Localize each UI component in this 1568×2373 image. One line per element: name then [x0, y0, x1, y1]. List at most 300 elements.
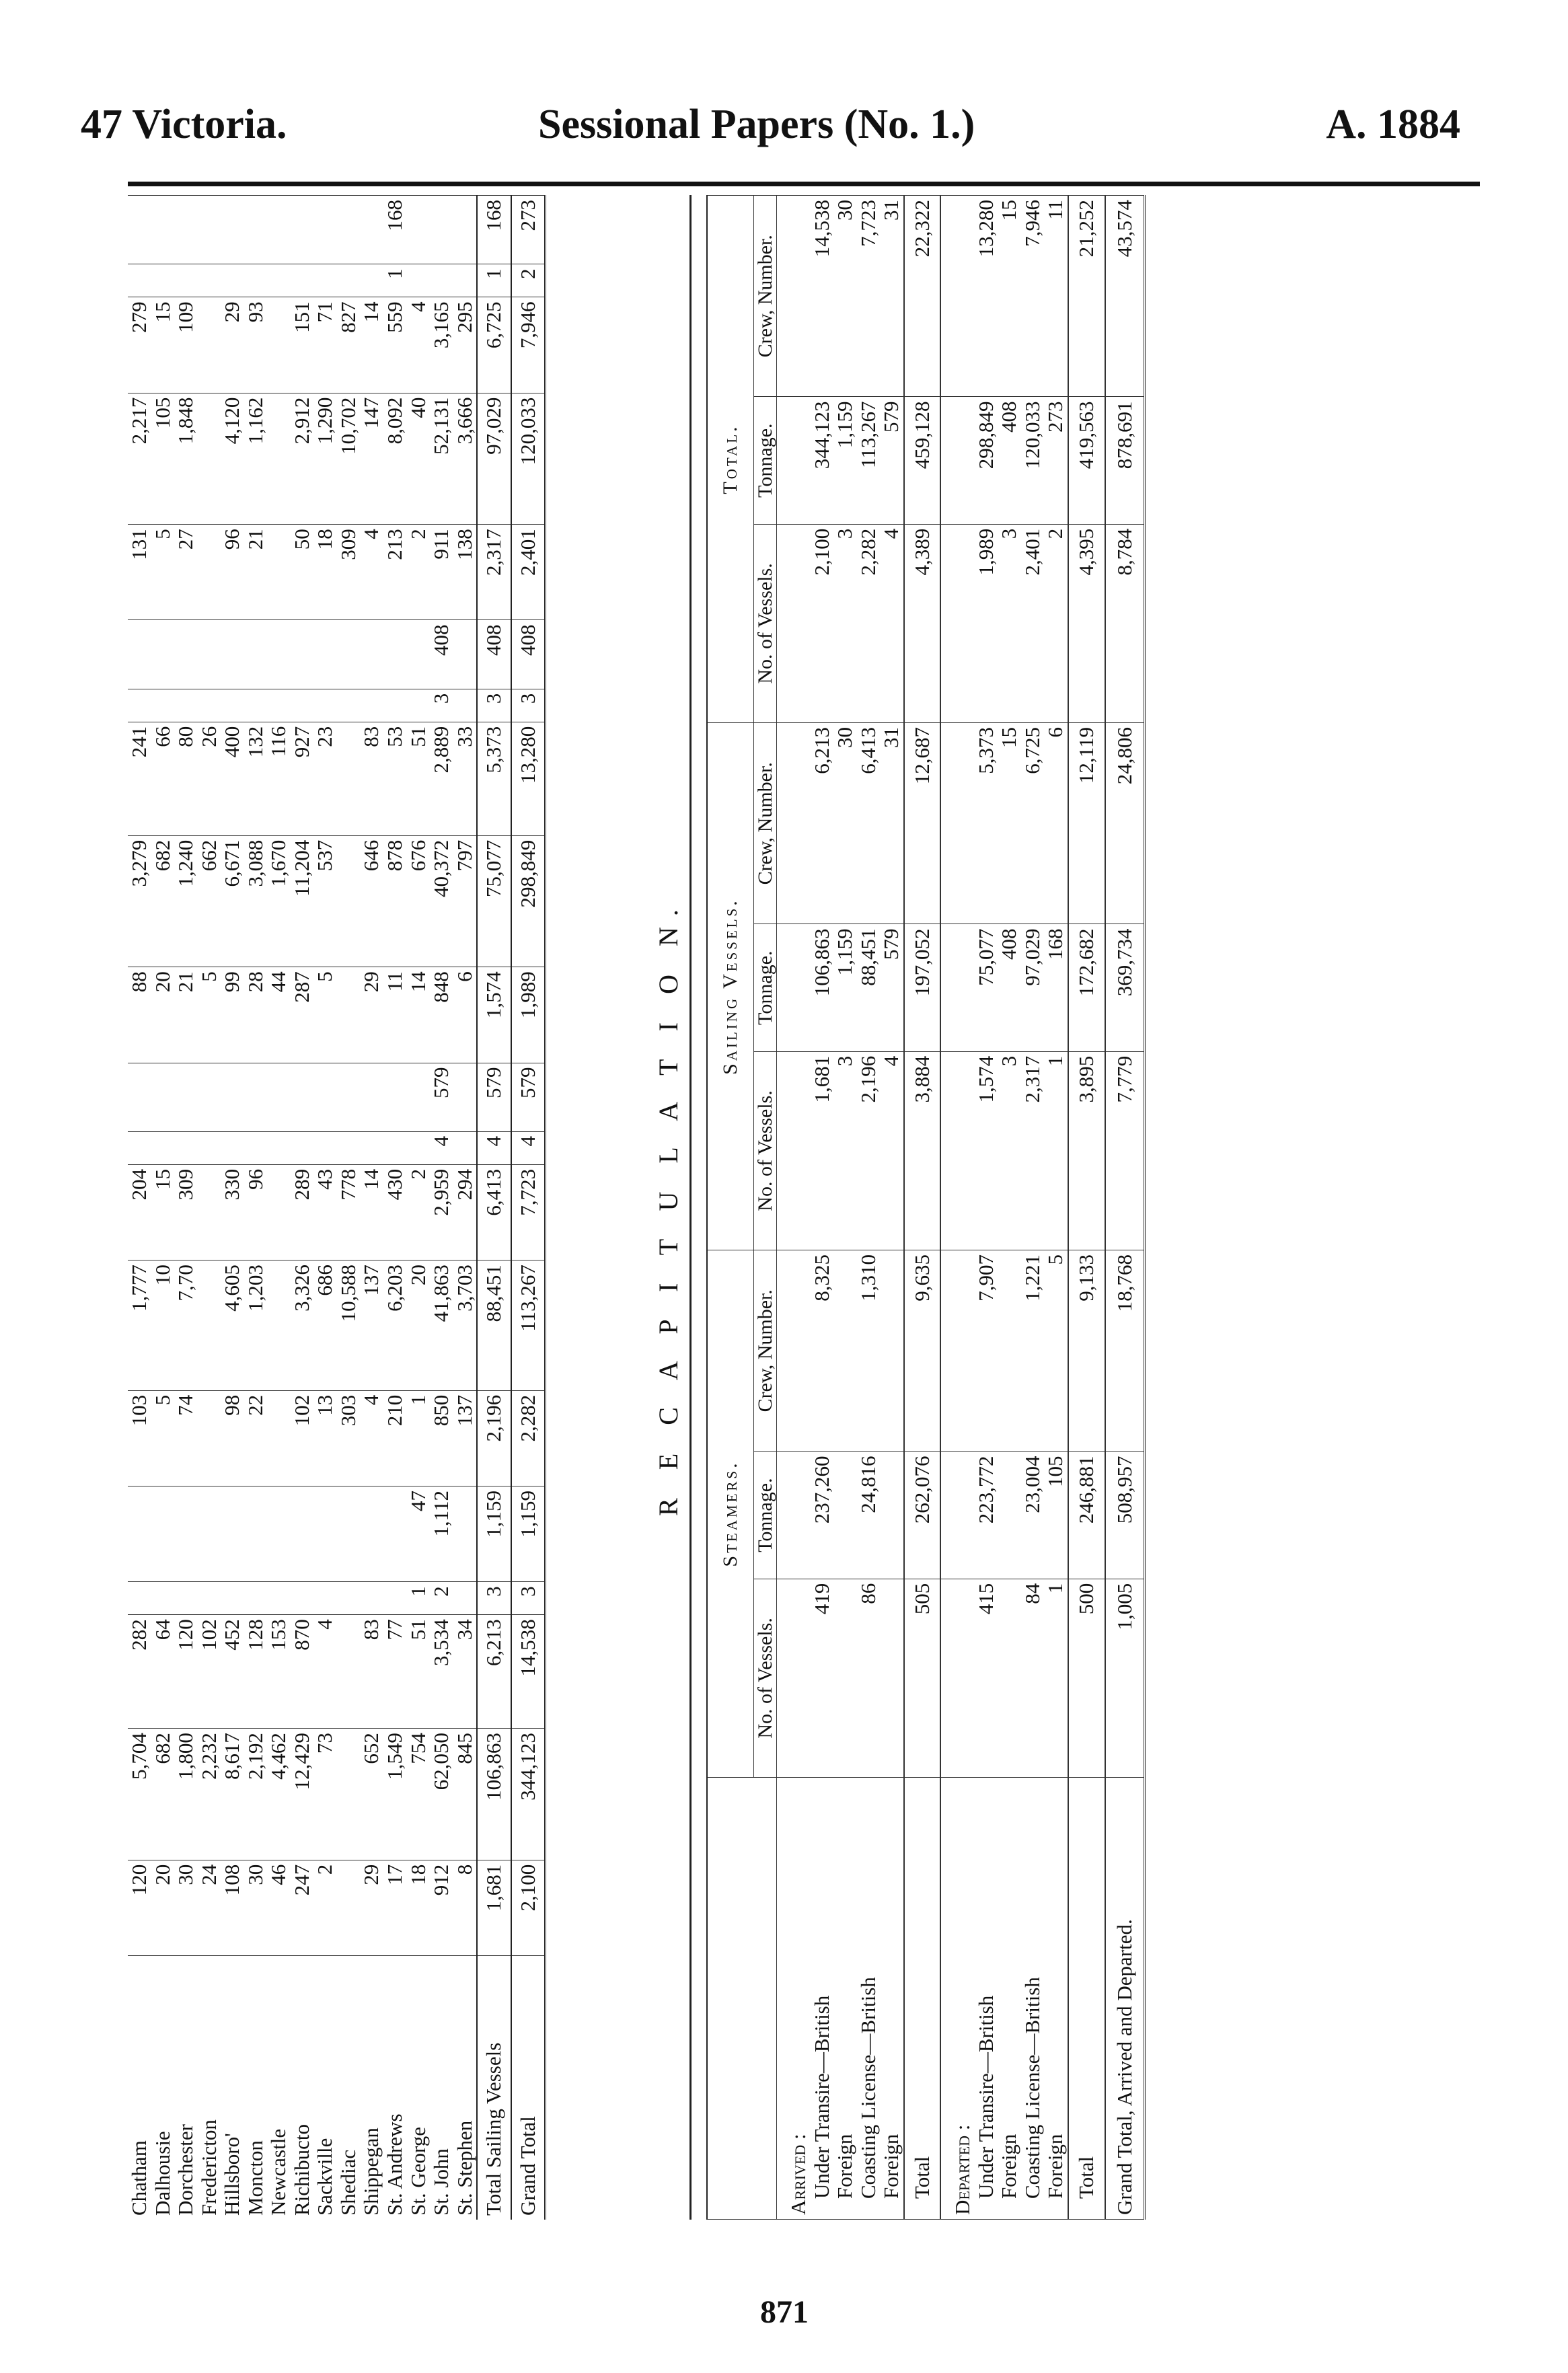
port-name: Dalhousie [151, 1956, 175, 2220]
table-cell: 4 [511, 1131, 546, 1164]
table-cell [174, 689, 198, 722]
table-cell [430, 196, 453, 264]
port-name: St. Andrews [383, 1956, 407, 2220]
table-row [337, 196, 361, 2220]
table-cell: 88 [128, 967, 151, 1063]
table-cell [337, 835, 361, 967]
table-cell: 102 [198, 1615, 221, 1729]
table-cell: 3 [477, 689, 511, 722]
table-cell: 40,372 [430, 835, 453, 967]
port-name: Sackville [313, 1956, 337, 2220]
table-cell [151, 620, 175, 689]
col-crew: Crew, Number. [753, 196, 777, 398]
table-cell: 6,725 [1021, 723, 1045, 924]
table-cell: 31 [880, 196, 904, 398]
table-cell: 15 [151, 297, 175, 393]
empty-cell [777, 397, 811, 524]
section-label: Arrived : [777, 1778, 811, 2220]
table-cell: 29 [360, 967, 383, 1063]
table-cell: 108 [221, 1860, 244, 1955]
table-cell [337, 1729, 361, 1860]
table-cell [337, 196, 361, 264]
table-cell [291, 196, 314, 264]
table-row [221, 196, 244, 2220]
table-cell: 6,203 [383, 1260, 407, 1391]
group-total: Total. [707, 196, 753, 723]
table-cell: 44 [267, 967, 291, 1063]
table-cell: 3,666 [453, 393, 478, 525]
table-cell [198, 525, 221, 620]
table-row [407, 196, 431, 2220]
table-row [313, 196, 337, 2220]
table-cell: 344,123 [511, 1729, 546, 1860]
table-cell: 73 [313, 1729, 337, 1860]
table-cell: 18,768 [1105, 1250, 1145, 1452]
table-cell: 120 [174, 1615, 198, 1729]
table-cell: 99 [221, 967, 244, 1063]
table-cell: 2 [407, 1164, 431, 1260]
table-cell: 676 [407, 835, 431, 967]
table-cell [833, 1579, 857, 1777]
table-cell [291, 264, 314, 297]
table-cell [221, 264, 244, 297]
table-cell: 3,088 [244, 835, 268, 967]
table-cell [174, 1063, 198, 1131]
table-cell [267, 1131, 291, 1164]
empty-cell [940, 924, 975, 1051]
header-right: A. 1884 [1326, 102, 1460, 147]
table-cell: 4 [360, 525, 383, 620]
table-cell: 408 [477, 620, 511, 689]
table-cell: 686 [313, 1260, 337, 1391]
port-name: Total Sailing Vessels [477, 1956, 511, 2220]
empty-cell [777, 196, 811, 398]
table-cell: 2 [313, 1860, 337, 1955]
empty-cell [940, 397, 975, 524]
table-cell: 53 [383, 722, 407, 835]
row-label: Foreign [880, 1778, 904, 2220]
table-cell: 6,413 [477, 1164, 511, 1260]
table-cell: 147 [360, 393, 383, 525]
table-cell: 400 [221, 722, 244, 835]
table-cell: 33 [453, 722, 478, 835]
table-cell: 1 [1044, 1579, 1068, 1777]
table-row [857, 196, 881, 2220]
table-cell: 344,123 [811, 397, 834, 524]
table-cell [453, 1486, 478, 1581]
table-cell [128, 620, 151, 689]
table-cell: 8,325 [811, 1250, 834, 1452]
table-cell [291, 1063, 314, 1131]
table-cell: 5 [1044, 1250, 1068, 1452]
table-cell: 88,451 [857, 924, 881, 1051]
table-cell: 4,120 [221, 393, 244, 525]
table-cell [198, 297, 221, 393]
table-cell: 5 [198, 967, 221, 1063]
table-cell [267, 525, 291, 620]
table-cell: 113,267 [511, 1260, 546, 1391]
table-cell: 15 [151, 1164, 175, 1260]
table-cell: 168 [477, 196, 511, 264]
table-row [244, 196, 268, 2220]
table-cell: 137 [453, 1390, 478, 1486]
table-cell [291, 1582, 314, 1615]
table-cell [221, 689, 244, 722]
table-cell: 103 [128, 1390, 151, 1486]
table-cell: 6 [1044, 723, 1068, 924]
table-cell: 237,260 [811, 1452, 834, 1579]
table-cell [198, 1390, 221, 1486]
table-cell [198, 620, 221, 689]
table-cell: 1,290 [313, 393, 337, 525]
table-cell [174, 1131, 198, 1164]
table-cell: 29 [360, 1860, 383, 1955]
table-cell [291, 689, 314, 722]
table-cell: 911 [430, 525, 453, 620]
port-name: St. John [430, 1956, 453, 2220]
table-cell [337, 722, 361, 835]
table-cell [244, 1131, 268, 1164]
table-cell: 5,373 [477, 722, 511, 835]
table-cell: 13,280 [975, 196, 998, 398]
table-cell [291, 1486, 314, 1581]
table-cell: 3,895 [1068, 1051, 1105, 1250]
table-cell: 41,863 [430, 1260, 453, 1391]
table-cell [337, 1582, 361, 1615]
table-cell: 4 [477, 1131, 511, 1164]
table-cell: 4 [430, 1131, 453, 1164]
table-cell: 7,946 [1021, 196, 1045, 398]
table-cell: 273 [511, 196, 546, 264]
table-cell: 14 [360, 1164, 383, 1260]
table-cell [998, 1579, 1021, 1777]
table-cell: 7,723 [511, 1164, 546, 1260]
table-cell: 4,395 [1068, 524, 1105, 722]
table-cell [337, 264, 361, 297]
table-cell [337, 1486, 361, 1581]
table-cell [313, 689, 337, 722]
table-cell: 10,702 [337, 393, 361, 525]
table-cell: 1,989 [511, 967, 546, 1063]
table-cell [407, 1131, 431, 1164]
table-cell: 8,617 [221, 1729, 244, 1860]
table-cell: 168 [383, 196, 407, 264]
table-cell [407, 689, 431, 722]
table-cell: 102 [291, 1390, 314, 1486]
table-cell: 5 [151, 1390, 175, 1486]
table-cell [244, 1063, 268, 1131]
table-cell [880, 1250, 904, 1452]
empty-cell [940, 196, 975, 398]
table-cell: 1,681 [811, 1051, 834, 1250]
table-row [1021, 196, 1045, 2220]
table-cell [407, 196, 431, 264]
table-cell: 2,401 [1021, 524, 1045, 722]
row-label: Coasting License—British [1021, 1778, 1045, 2220]
table-cell: 96 [244, 1164, 268, 1260]
table-cell [833, 1250, 857, 1452]
table-cell: 369,734 [1105, 924, 1145, 1051]
table-cell [221, 620, 244, 689]
col-vessels: No. of Vessels. [753, 1051, 777, 1250]
table-cell: 128 [244, 1615, 268, 1729]
table-cell [383, 1131, 407, 1164]
table-cell [244, 689, 268, 722]
table-cell: 83 [360, 722, 383, 835]
table-cell: 1,159 [833, 924, 857, 1051]
table-cell: 827 [337, 297, 361, 393]
table-cell: 1,159 [833, 397, 857, 524]
col-tonnage: Tonnage. [753, 1452, 777, 1579]
table-cell: 1,800 [174, 1729, 198, 1860]
table-cell: 197,052 [904, 924, 941, 1051]
recapitulation-body [777, 196, 1145, 2220]
table-cell: 4 [880, 1051, 904, 1250]
table-cell: 14,538 [811, 196, 834, 398]
table-cell: 430 [383, 1164, 407, 1260]
table-cell: 4 [360, 1390, 383, 1486]
table-cell [267, 620, 291, 689]
table-row [360, 196, 383, 2220]
table-row [174, 196, 198, 2220]
table-cell: 2,401 [511, 525, 546, 620]
row-label: Foreign [998, 1778, 1021, 2220]
table-cell: 153 [267, 1615, 291, 1729]
table-cell: 1 [407, 1390, 431, 1486]
table-cell: 2 [407, 525, 431, 620]
table-cell [291, 1131, 314, 1164]
table-cell [198, 393, 221, 525]
table-cell [880, 1579, 904, 1777]
arrived-section [777, 196, 811, 2220]
table-cell: 309 [337, 525, 361, 620]
table-cell: 1 [383, 264, 407, 297]
table-cell [267, 297, 291, 393]
table-cell: 7,70 [174, 1260, 198, 1391]
table-cell: 88,451 [477, 1260, 511, 1391]
port-name: Hillsboro' [221, 1956, 244, 2220]
table-cell: 579 [511, 1063, 546, 1131]
table-cell: 848 [430, 967, 453, 1063]
table-cell [453, 689, 478, 722]
port-name: St. George [407, 1956, 431, 2220]
table-cell [880, 1452, 904, 1579]
table-cell: 1,681 [477, 1860, 511, 1955]
table-cell [313, 264, 337, 297]
table-cell: 3 [477, 1582, 511, 1615]
section-label: Departed : [940, 1778, 975, 2220]
table-cell: 298,849 [511, 835, 546, 967]
table-cell: 5 [313, 967, 337, 1063]
table-cell: 18 [407, 1860, 431, 1955]
table-cell: 7,907 [975, 1250, 998, 1452]
table-cell [174, 1582, 198, 1615]
table-cell: 4 [407, 297, 431, 393]
table-cell [128, 1582, 151, 1615]
table-cell [244, 264, 268, 297]
table-cell: 66 [151, 722, 175, 835]
table-cell: 912 [430, 1860, 453, 1955]
table-cell: 1,159 [477, 1486, 511, 1581]
table-cell: 31 [880, 723, 904, 924]
table-cell [128, 1131, 151, 1164]
table-cell: 86 [857, 1579, 881, 1777]
table-cell: 13,280 [511, 722, 546, 835]
table-cell: 262,076 [904, 1452, 941, 1579]
table-cell: 23 [313, 722, 337, 835]
table-cell: 3 [511, 689, 546, 722]
table-cell: 43,574 [1105, 196, 1145, 398]
col-vessels: No. of Vessels. [753, 524, 777, 722]
row-label: Under Transire—British [975, 1778, 998, 2220]
table-cell: 12,429 [291, 1729, 314, 1860]
table-cell [221, 1131, 244, 1164]
table-cell: 309 [174, 1164, 198, 1260]
table-cell [128, 689, 151, 722]
table-cell: 1,112 [430, 1486, 453, 1581]
table-cell: 93 [244, 297, 268, 393]
total-sailing-row [477, 196, 511, 2220]
table-cell [360, 620, 383, 689]
table-cell: 26 [198, 722, 221, 835]
table-cell [833, 1452, 857, 1579]
table-cell: 850 [430, 1390, 453, 1486]
table-cell [198, 1131, 221, 1164]
table-cell: 1 [407, 1582, 431, 1615]
port-name: St. Stephen [453, 1956, 478, 2220]
empty-cell [777, 1579, 811, 1777]
table-cell [267, 1260, 291, 1391]
table-cell [267, 1063, 291, 1131]
port-name: Shippegan [360, 1956, 383, 2220]
table-cell: 419 [811, 1579, 834, 1777]
table-cell [453, 620, 478, 689]
table-cell: 8,092 [383, 393, 407, 525]
table-cell: 138 [453, 525, 478, 620]
table-cell: 131 [128, 525, 151, 620]
table-cell: 1,203 [244, 1260, 268, 1391]
table-cell: 21 [244, 525, 268, 620]
table-cell: 27 [174, 525, 198, 620]
empty-cell [940, 1051, 975, 1250]
table-cell: 11,204 [291, 835, 314, 967]
table-cell: 303 [337, 1390, 361, 1486]
table-cell [337, 1860, 361, 1955]
table-cell: 298,849 [975, 397, 998, 524]
table-cell [337, 689, 361, 722]
table-cell: 682 [151, 835, 175, 967]
table-cell [221, 1063, 244, 1131]
table-cell [198, 689, 221, 722]
table-cell: 13 [313, 1390, 337, 1486]
table-cell: 870 [291, 1615, 314, 1729]
table-cell: 508,957 [1105, 1452, 1145, 1579]
arrived-total-row [904, 196, 941, 2220]
table-cell: 3,165 [430, 297, 453, 393]
table-cell: 2,100 [811, 524, 834, 722]
table-cell [998, 1452, 1021, 1579]
row-label: Coasting License—British [857, 1778, 881, 2220]
table-cell: 106,863 [811, 924, 834, 1051]
table-cell: 5 [151, 525, 175, 620]
table-cell: 2,959 [430, 1164, 453, 1260]
table-cell: 1,670 [267, 835, 291, 967]
table-cell: 2,282 [857, 524, 881, 722]
table-cell: 1,162 [244, 393, 268, 525]
table-row [811, 196, 834, 2220]
table-cell: 1,159 [511, 1486, 546, 1581]
empty-cell [777, 524, 811, 722]
table-cell [151, 1582, 175, 1615]
table-cell [244, 1582, 268, 1615]
table-cell [313, 196, 337, 264]
table-cell: 2,232 [198, 1729, 221, 1860]
table-cell: 168 [1044, 924, 1068, 1051]
table-row [267, 196, 291, 2220]
table-cell: 2 [511, 264, 546, 297]
col-tonnage: Tonnage. [753, 924, 777, 1051]
table-cell [407, 620, 431, 689]
table-cell: 14 [360, 297, 383, 393]
table-cell [337, 967, 361, 1063]
table-cell: 24,816 [857, 1452, 881, 1579]
table-cell: 15 [998, 723, 1021, 924]
table-cell [313, 1063, 337, 1131]
table-cell [151, 264, 175, 297]
table-cell: 14,538 [511, 1615, 546, 1729]
table-cell: 6,213 [477, 1615, 511, 1729]
table-cell: 34 [453, 1615, 478, 1729]
table-cell [337, 1131, 361, 1164]
table-cell: 3,534 [430, 1615, 453, 1729]
empty-cell [940, 1579, 975, 1777]
table-cell: 295 [453, 297, 478, 393]
empty-cell [777, 1051, 811, 1250]
table-cell: 8 [453, 1860, 478, 1955]
table-cell: 1,549 [383, 1729, 407, 1860]
table-cell: 20 [151, 1860, 175, 1955]
table-cell [453, 196, 478, 264]
table-cell: 3 [833, 524, 857, 722]
table-row [880, 196, 904, 2220]
table-cell: 505 [904, 1579, 941, 1777]
page-number: 871 [760, 2294, 809, 2330]
table-cell: 9,635 [904, 1250, 941, 1452]
table-cell: 6,725 [477, 297, 511, 393]
table-cell [151, 689, 175, 722]
table-cell [453, 1131, 478, 1164]
table-cell: 20 [151, 967, 175, 1063]
table-cell [221, 1582, 244, 1615]
table-cell [244, 620, 268, 689]
table-cell: 30 [833, 723, 857, 924]
table-cell: 408 [430, 620, 453, 689]
table-cell: 878 [383, 835, 407, 967]
table-cell [360, 196, 383, 264]
header-left: 47 Victoria. [81, 102, 287, 147]
table-cell: 2,217 [128, 393, 151, 525]
table-cell: 18 [313, 525, 337, 620]
table-cell: 7,779 [1105, 1051, 1145, 1250]
table-cell: 3,703 [453, 1260, 478, 1391]
table-cell: 12,687 [904, 723, 941, 924]
table-cell: 1 [477, 264, 511, 297]
table-cell: 50 [291, 525, 314, 620]
table-cell: 273 [1044, 397, 1068, 524]
table-cell: 15 [998, 196, 1021, 398]
table-cell: 408 [998, 397, 1021, 524]
table-cell [360, 1063, 383, 1131]
